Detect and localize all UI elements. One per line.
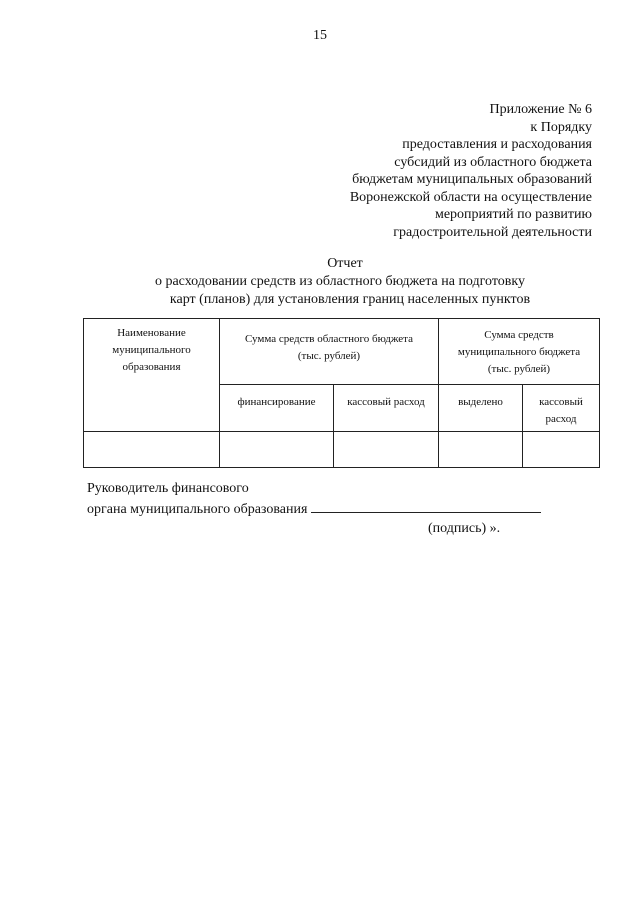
- report-title-line: о расходовании средств из областного бюджета на подготовку: [154, 274, 526, 289]
- appendix-line: мероприятий по развитию: [434, 207, 592, 222]
- appendix-line: предоставления и расходования: [402, 137, 592, 152]
- signature-caption: (подпись) ».: [428, 521, 501, 536]
- table-cell: [220, 432, 334, 468]
- signature-block: [87, 480, 541, 519]
- signature-line: [311, 498, 541, 513]
- table-row: [84, 432, 600, 468]
- header-regional-budget: [220, 319, 439, 385]
- header-text: образования: [122, 361, 181, 373]
- table-cell: [334, 432, 439, 468]
- appendix-line: градостроительной деятельности: [393, 224, 592, 240]
- appendix-line: субсидий из областного бюджета: [394, 154, 592, 170]
- report-table: [83, 318, 600, 468]
- subheader-cash-expense: кассовый расход: [334, 385, 439, 432]
- appendix-line: к Порядку: [530, 119, 592, 135]
- appendix-line: Воронежской области на осуществление: [349, 189, 592, 205]
- report-title-line: карт (планов) для установления границ населенных пунктов: [169, 292, 531, 307]
- header-text: расход: [545, 413, 577, 425]
- page-number: 15: [313, 28, 327, 43]
- table-cell: [84, 432, 220, 468]
- header-text: Наименование: [117, 327, 186, 339]
- subheader-financing: финансирование: [220, 385, 334, 432]
- report-title-line: Отчет: [327, 256, 363, 271]
- table-cell: [439, 432, 523, 468]
- subheader-allocated: выделено: [439, 385, 523, 432]
- table-header-row: [84, 319, 600, 385]
- header-text: Сумма средств областного бюджета: [244, 333, 414, 345]
- table-cell: [523, 432, 600, 468]
- appendix-header: [292, 101, 592, 241]
- header-text: (тыс. рублей): [297, 350, 361, 362]
- appendix-line: бюджетам муниципальных образований: [352, 172, 592, 187]
- header-text: муниципального бюджета: [457, 346, 581, 358]
- header-text: муниципального: [112, 344, 191, 356]
- header-municipality-name: [84, 319, 220, 432]
- appendix-line: Приложение № 6: [489, 102, 592, 117]
- signature-label-line: [87, 498, 541, 519]
- signature-label: Руководитель финансового: [87, 481, 249, 496]
- signature-label: органа муниципального образования: [87, 502, 308, 517]
- report-title: [0, 255, 640, 309]
- header-text: кассовый: [539, 396, 583, 408]
- header-text: Сумма средств: [484, 329, 554, 341]
- subheader-cash-expense: [523, 385, 600, 432]
- header-text: (тыс. рублей): [487, 363, 551, 375]
- header-municipal-budget: [439, 319, 600, 385]
